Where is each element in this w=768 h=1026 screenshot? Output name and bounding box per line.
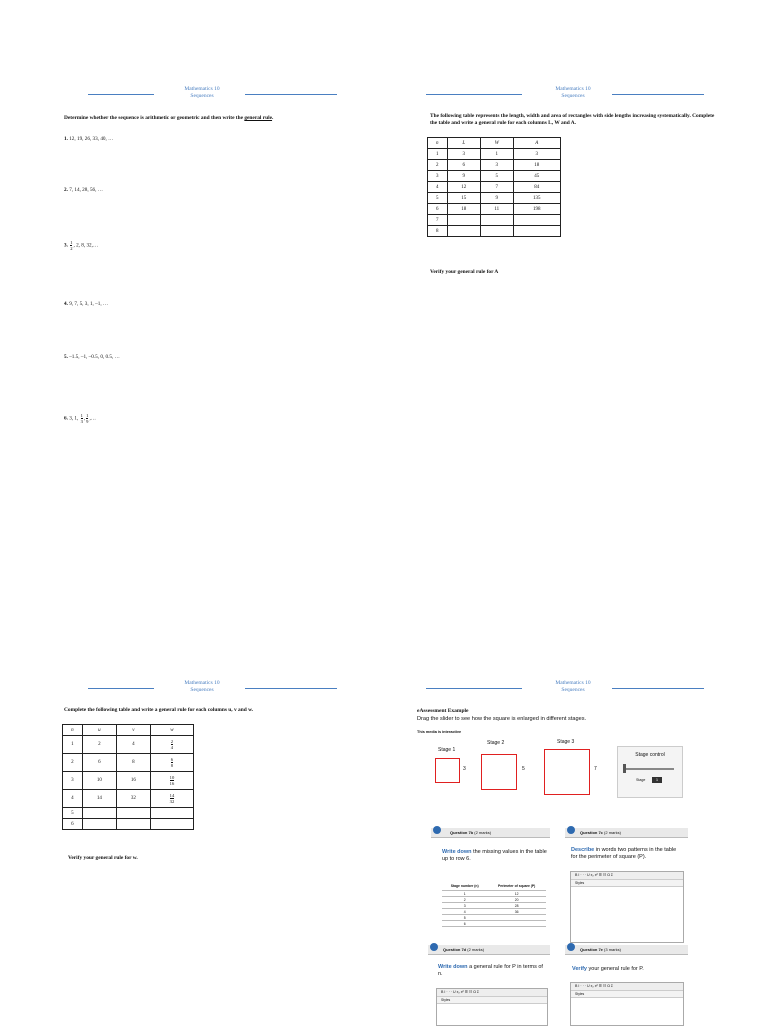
stage-1-label: Stage 1 [438,747,456,753]
table-cell: 3 [447,149,480,160]
table-cell: 5 [481,171,514,182]
table-cell: 18 [513,160,560,171]
table-cell: 6 [428,204,448,215]
table-header-cell: L [447,138,480,149]
fraction: $\frac{6}{8}$ [170,757,174,768]
table-row [428,149,561,160]
table-cell: 4 [428,182,448,193]
table-row [428,215,561,226]
table-cell [150,808,193,819]
table-cell: 32 [116,790,150,808]
table-cell: 11 [481,204,514,215]
table-cell: 14 [82,790,116,808]
table-cell: 15 [447,193,480,204]
table-cell: 84 [513,182,560,193]
table-cell [150,790,193,808]
table-cell[interactable]: 28 [487,903,546,909]
table-cell: 1 [63,736,83,754]
table-header-cell: W [481,138,514,149]
page-header: Mathematics 10 Sequences [0,680,384,700]
page2-verify: Verify your general rule for A [430,269,499,275]
page3-instruction: Complete the following table and write a general rule for each columns u, v and w. [64,707,254,713]
question-2: 2. 7, 14, 28, 56, … [64,187,103,193]
table-cell [150,754,193,772]
table-cell: 3 [513,149,560,160]
uvw-table [62,724,194,830]
table-cell: 5 [63,808,83,819]
table-row [428,182,561,193]
ea-subtitle: Drag the slider to see how the square is enlarged in different stages. [417,716,587,722]
table-cell: 4 [442,909,487,915]
page-2 [384,0,768,512]
table-cell: 3 [428,171,448,182]
table-header-cell: u [82,725,116,736]
table-header-cell: w [150,725,193,736]
page-3 [0,512,384,1024]
table-row [63,754,194,772]
question-7d-bar: Question 7d (2 marks) [428,945,550,955]
table-cell: 2 [428,160,448,171]
table-cell [116,808,150,819]
table-cell: 9 [447,171,480,182]
question-7c-text: Describe in words two patterns in the table for the perimeter of square (P). [571,847,677,860]
table-cell[interactable]: 20 [487,897,546,903]
table-cell: 198 [513,204,560,215]
table-cell: 5 [428,193,448,204]
fraction: $\frac{1}{2}$ [70,240,73,251]
table-cell: 135 [513,193,560,204]
question-6: 6. 3, 1, $\frac{1}{3}$ , $\frac{1}{9}$ ,… [64,413,96,424]
stage-control-panel: Stage control Stage 1 [617,746,683,798]
fraction: $\frac{14}{32}$ [169,793,175,804]
table-cell: 12 [447,182,480,193]
table-row [63,736,194,754]
table-cell [513,215,560,226]
page1-instruction: Determine whether the sequence is arithmetic or geometric and then write the general rule. [64,115,274,121]
stage-slider-handle[interactable] [623,764,626,773]
page-header: Mathematics 10 Sequences [384,680,768,700]
table-cell: 1 [481,149,514,160]
page-header: Mathematics 10 Sequences [384,86,768,106]
table-cell: 3 [481,160,514,171]
interactive-note: This media is interactive [417,730,462,734]
page2-instruction: The following table represents the length, width and area of rectangles with side lengths increasing systematically. Complete the table and write a general rule for each columns L, W and A. [430,113,715,126]
table-cell[interactable]: 36 [487,909,546,915]
stage-slider-track[interactable] [624,768,674,770]
table-cell: 6 [63,819,83,830]
stage-1-square [435,758,460,783]
question-4: 4. 9, 7, 5, 3, 1, –1, … [64,301,109,307]
table-cell: 4 [63,790,83,808]
table-cell [481,226,514,237]
header-topic: Sequences [190,93,214,99]
table-cell: 3 [63,772,83,790]
question-7e-bar: Question 7e (3 marks) [565,945,688,955]
answer-editor-7e[interactable]: B I · · · U x₂ x² ☰ ☷ Ω Σ Styles [570,982,684,1026]
page-4: Mathematics 10 Sequences eAssessment Example Drag the slider to see how the square is enlarged in different stages. This media is interactive Stage 1 3 Stage 2 5 Stage 3 7 Stage control Stage 1 Question 7b (2 marks) Write down the missing values in the table up to row 6. Stage number (n) Perimeter of square (P) 1 12 2 20 3 28 4 36 5 6 Question 7c (2 marks) Describe in words two patterns in the table for the perimeter of square (P). B I · · · U x₂ x² ☰ ☷ Ω Σ Styles Question 7d (2 marks) Write down a general rule for P in terms of n. B I · · · U x₂ x² ☰ ☷ Ω Σ Styles Question 7e (3 marks) Verify your general rule for P. B I · · · U x₂ x² ☰ ☷ Ω Σ Styles [384,512,768,1024]
stage-3-label: Stage 3 [557,739,575,745]
ea-title: eAssessment Example [417,708,469,714]
question-7d-text: Write down a general rule for P in terms of n. [438,964,543,977]
answer-editor-7d[interactable]: B I · · · U x₂ x² ☰ ☷ Ω Σ Styles [436,988,548,1026]
table-row [63,808,194,819]
table-cell: 6 [442,921,487,927]
table-row [428,193,561,204]
table-cell: 3 [442,903,487,909]
table-cell: 18 [447,204,480,215]
table-cell [481,215,514,226]
question-3: 3. $\frac{1}{2}$ , 2, 8, 32,… [64,240,99,251]
table-cell [513,226,560,237]
table-cell: 2 [63,754,83,772]
table-cell: 1 [428,149,448,160]
question-7b-bar: Question 7b (2 marks) [431,828,550,838]
stage-3-square [544,749,590,795]
page-1 [0,0,384,512]
table-cell [82,808,116,819]
table-cell [150,772,193,790]
table-cell: 8 [116,754,150,772]
question-1: 1. 12, 19, 26, 33, 40, … [64,136,114,142]
table-row [63,819,194,830]
page-header [0,86,384,106]
table-header-cell: v [116,725,150,736]
table-header-cell: n [63,725,83,736]
table-cell[interactable]: 12 [487,891,546,897]
table-cell: 2 [82,736,116,754]
table-header-row [63,725,194,736]
table-cell: 2 [442,897,487,903]
table-cell [150,819,193,830]
table-header-row [428,138,561,149]
header-subject: Mathematics 10 [184,86,220,92]
table-row [63,790,194,808]
fraction: $\frac{10}{16}$ [169,775,175,786]
table-cell [447,226,480,237]
table-cell: 7 [481,182,514,193]
table-cell [116,819,150,830]
table-cell: 6 [82,754,116,772]
page3-verify: Verify your general rule for w. [68,855,138,861]
table-header-cell: n [428,138,448,149]
rectangle-table [427,137,561,237]
question-7b-text: Write down the missing values in the table up to row 6. [442,849,547,862]
table-cell: 5 [442,915,487,921]
table-header-cell: A [513,138,560,149]
table-cell: 9 [481,193,514,204]
stage-2-square [481,754,517,790]
answer-editor-7c[interactable]: B I · · · U x₂ x² ☰ ☷ Ω Σ Styles [570,871,684,943]
table-cell: 4 [116,736,150,754]
table-row [428,160,561,171]
table-row [428,226,561,237]
table-header-cell: Perimeter of square (P) [487,882,546,891]
table-row [428,171,561,182]
table-cell: 7 [428,215,448,226]
stage-2-label: Stage 2 [487,740,505,746]
perimeter-table [442,882,546,927]
table-cell: 8 [428,226,448,237]
table-cell: 6 [447,160,480,171]
table-header-row [442,882,546,891]
table-cell[interactable] [487,921,546,927]
table-header-cell: Stage number (n) [442,882,487,891]
table-cell: 16 [116,772,150,790]
fraction: $\frac{2}{4}$ [170,739,174,750]
table-cell: 10 [82,772,116,790]
stage-value: 1 [652,777,662,783]
table-cell [447,215,480,226]
table-cell: 1 [442,891,487,897]
question-icon [433,826,441,834]
table-row [428,204,561,215]
table-cell [82,819,116,830]
question-7e-text: Verify your general rule for P. [572,966,644,972]
table-row [63,772,194,790]
table-cell [150,736,193,754]
table-row [442,921,546,927]
question-7c-bar: Question 7c (2 marks) [565,828,688,838]
question-5: 5. –1.5, –1, –0.5, 0, 0.5, … [64,354,120,360]
table-cell: 45 [513,171,560,182]
